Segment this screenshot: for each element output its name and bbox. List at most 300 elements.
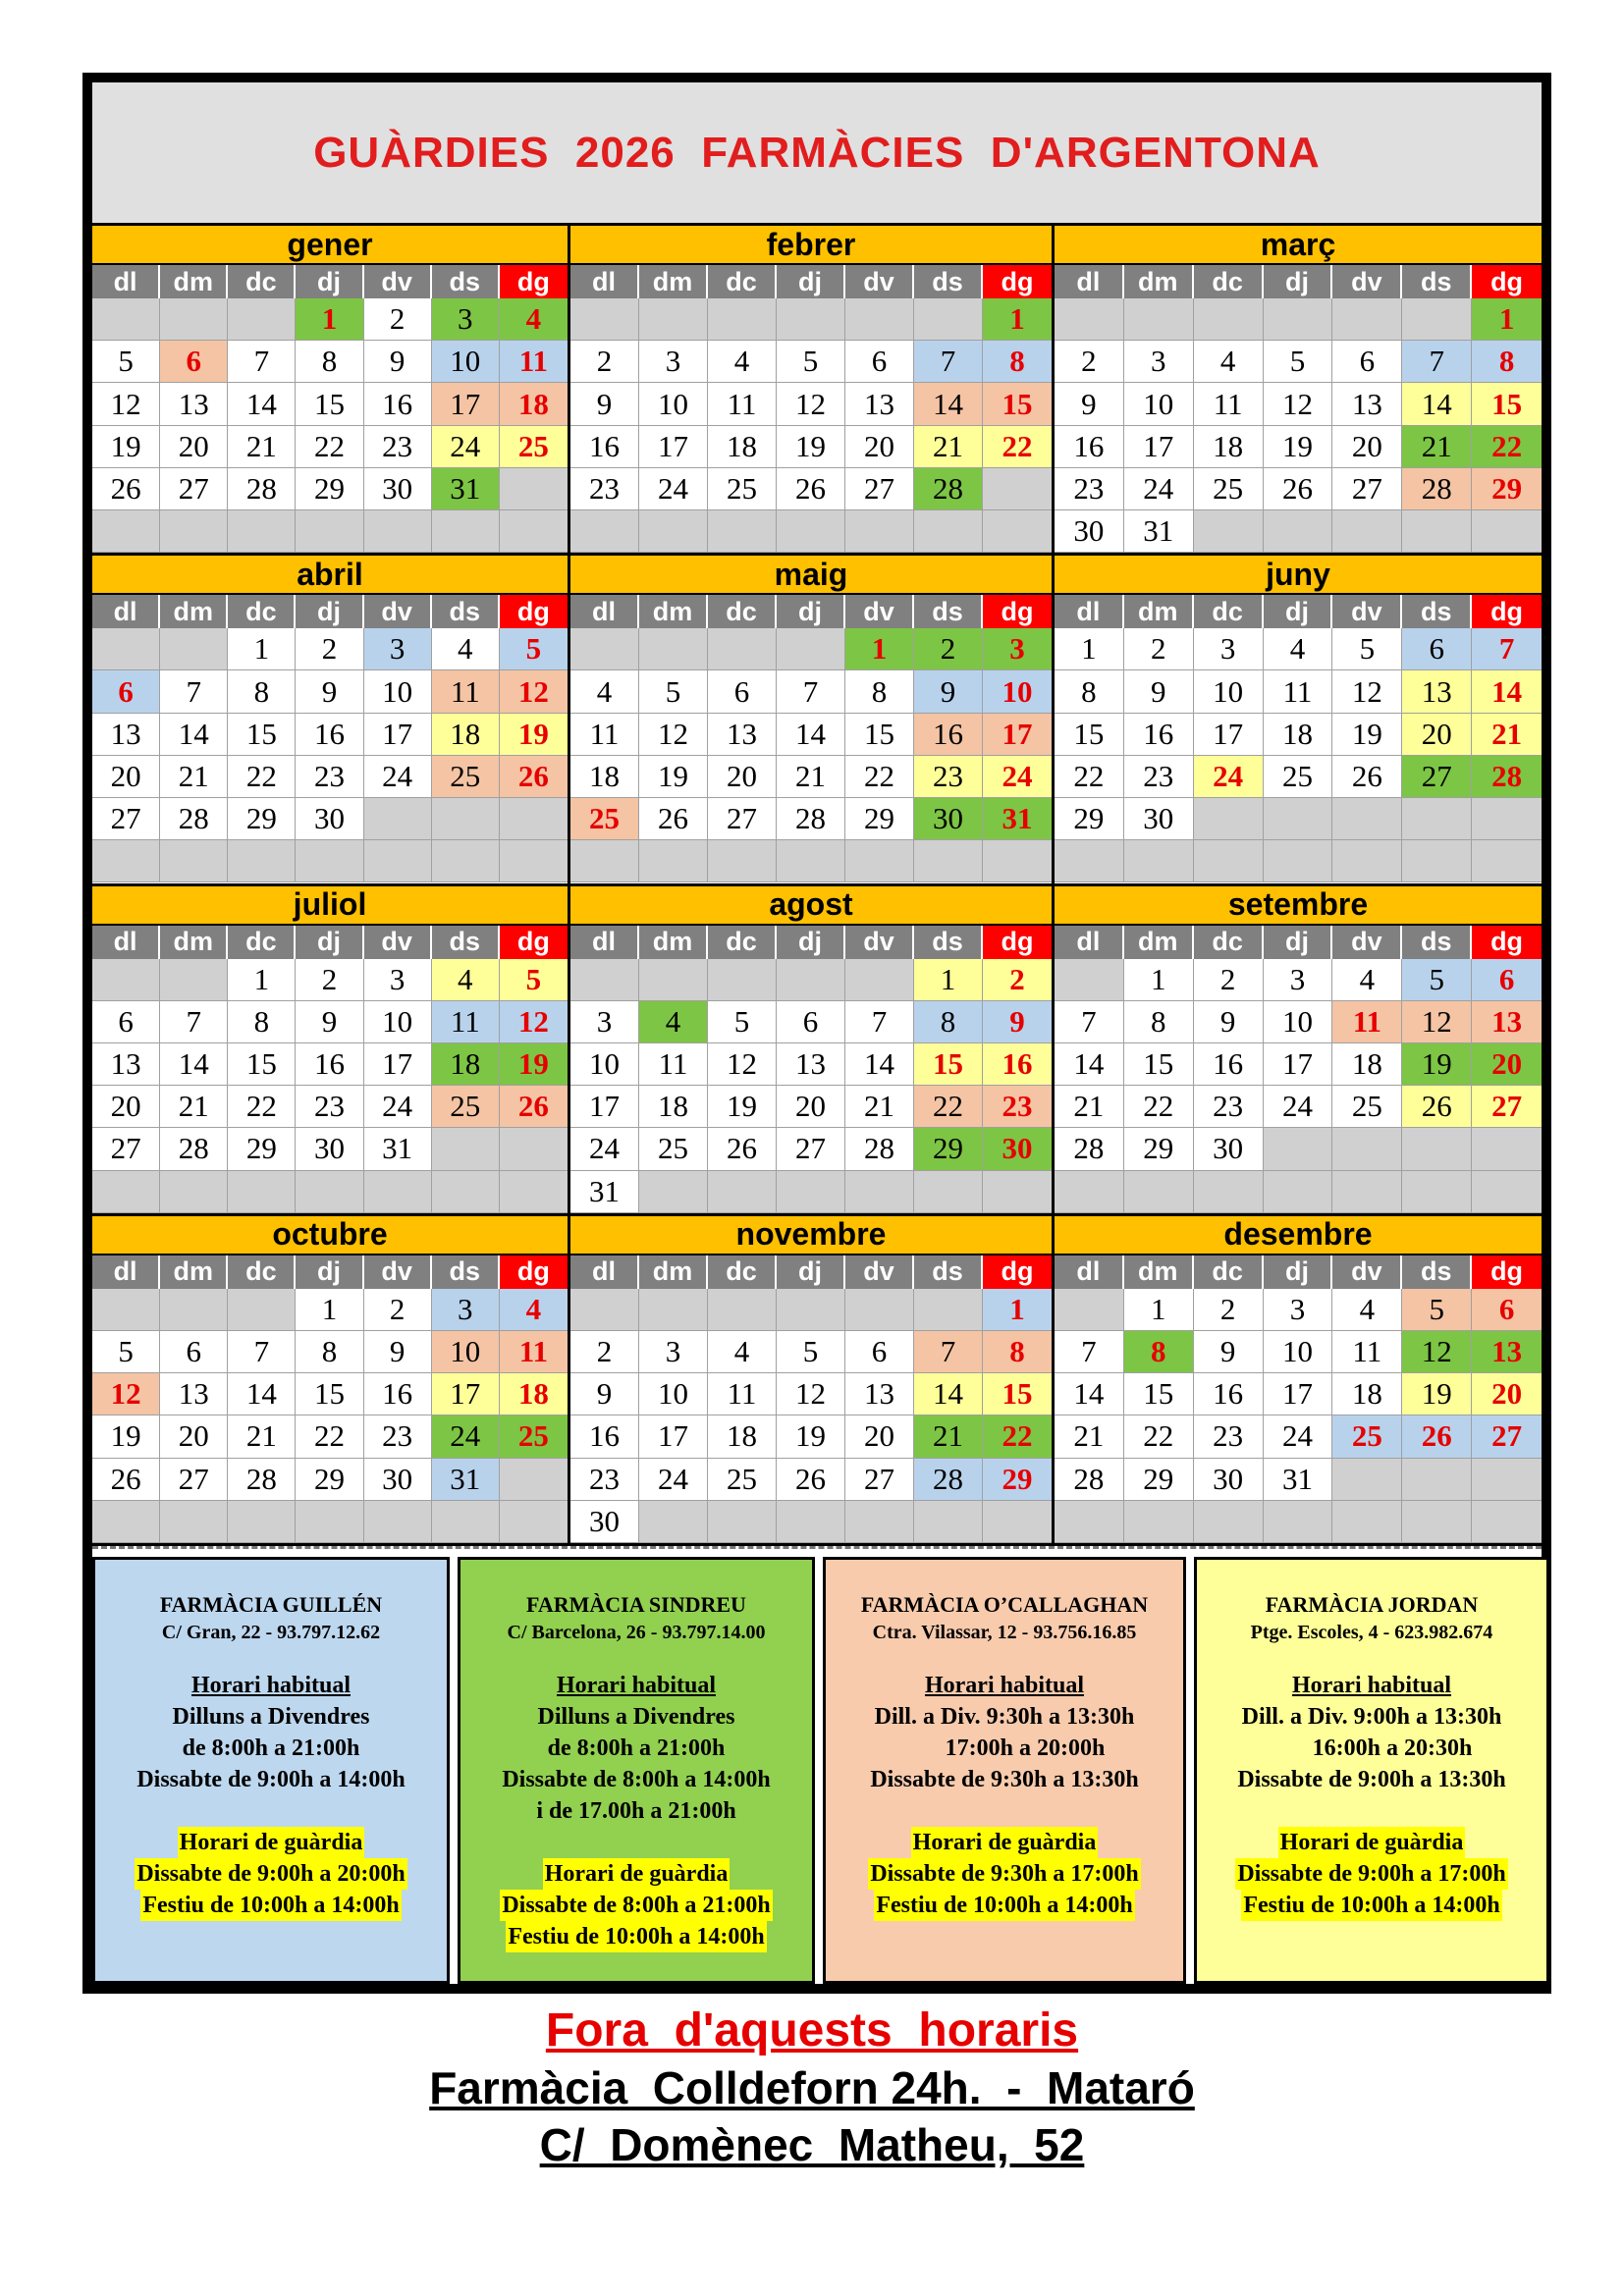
day-cell: 18 <box>639 1086 708 1128</box>
day-cell: 26 <box>639 798 708 840</box>
footer <box>0 2002 1624 2173</box>
empty-cell <box>708 298 777 341</box>
empty-cell <box>708 628 777 670</box>
day-cell: 31 <box>432 1459 500 1501</box>
day-cell: 11 <box>500 341 568 383</box>
day-grid <box>1055 959 1542 1213</box>
day-cell: 12 <box>639 714 708 756</box>
day-cell: 7 <box>1055 1001 1124 1043</box>
day-cell: 6 <box>160 341 228 383</box>
day-grid <box>92 1289 568 1543</box>
empty-cell <box>1055 1501 1124 1543</box>
pharmacy-name: FARMÀCIA GUILLÉN <box>159 1592 383 1617</box>
day-cell: 10 <box>364 670 432 713</box>
empty-cell <box>228 1501 296 1543</box>
day-cell: 3 <box>432 298 500 341</box>
weekday-label: dc <box>228 1255 296 1289</box>
day-cell: 12 <box>1332 670 1402 713</box>
day-cell: 4 <box>500 1289 568 1331</box>
day-cell: 10 <box>1264 1331 1333 1373</box>
month-setembre <box>1055 886 1542 1216</box>
empty-cell <box>708 510 777 553</box>
weekday-label: dj <box>1264 1255 1333 1289</box>
weekday-label: dc <box>228 926 296 959</box>
day-cell: 27 <box>708 798 777 840</box>
day-cell: 22 <box>228 1086 296 1128</box>
day-cell: 13 <box>92 714 160 756</box>
weekday-label: ds <box>432 1255 500 1289</box>
day-cell: 30 <box>1124 798 1194 840</box>
day-cell: 13 <box>160 383 228 425</box>
empty-cell <box>639 840 708 882</box>
day-cell: 6 <box>777 1001 845 1043</box>
day-cell: 3 <box>364 959 432 1001</box>
day-cell: 1 <box>983 1289 1052 1331</box>
weekday-label: dg <box>1472 1255 1542 1289</box>
day-cell: 20 <box>1402 714 1472 756</box>
day-cell: 4 <box>708 341 777 383</box>
weekday-label: dm <box>639 1255 708 1289</box>
empty-cell <box>432 798 500 840</box>
weekday-label: dj <box>777 1255 845 1289</box>
day-cell: 3 <box>1194 628 1264 670</box>
day-cell: 15 <box>983 383 1052 425</box>
day-cell: 9 <box>296 1001 363 1043</box>
weekday-label: dv <box>845 1255 914 1289</box>
weekday-label: dl <box>92 926 160 959</box>
day-cell: 8 <box>1124 1331 1194 1373</box>
day-cell: 1 <box>1124 1289 1194 1331</box>
empty-cell <box>160 959 228 1001</box>
day-cell: 30 <box>914 798 983 840</box>
day-cell: 27 <box>92 798 160 840</box>
day-cell: 9 <box>914 670 983 713</box>
weekday-header <box>92 926 568 959</box>
day-cell: 20 <box>160 1415 228 1458</box>
day-cell: 6 <box>1332 341 1402 383</box>
empty-cell <box>1402 798 1472 840</box>
day-cell: 17 <box>364 714 432 756</box>
day-cell: 16 <box>296 1043 363 1086</box>
weekday-label: dl <box>92 1255 160 1289</box>
day-cell: 18 <box>1332 1373 1402 1415</box>
day-cell: 12 <box>500 1001 568 1043</box>
day-cell: 29 <box>296 1459 363 1501</box>
empty-cell <box>364 1171 432 1213</box>
day-cell: 28 <box>1402 468 1472 510</box>
calendar-frame <box>82 73 1551 1994</box>
day-cell: 30 <box>364 1459 432 1501</box>
weekday-label: ds <box>914 926 983 959</box>
weekday-label: dl <box>570 265 639 298</box>
empty-cell <box>1124 1171 1194 1213</box>
day-cell: 8 <box>296 1331 363 1373</box>
footer-line-3: C/ Domènec Matheu, 52 <box>539 2119 1085 2170</box>
day-cell: 29 <box>1124 1128 1194 1170</box>
weekday-label: dc <box>708 1255 777 1289</box>
day-cell: 12 <box>1402 1331 1472 1373</box>
weekday-label: dv <box>845 595 914 628</box>
empty-cell <box>1472 1171 1542 1213</box>
day-cell: 28 <box>1472 756 1542 798</box>
day-cell: 18 <box>500 1373 568 1415</box>
day-cell: 15 <box>296 1373 363 1415</box>
day-cell: 16 <box>1194 1043 1264 1086</box>
day-cell: 18 <box>432 714 500 756</box>
empty-cell <box>1055 1289 1124 1331</box>
empty-cell <box>92 1501 160 1543</box>
empty-cell <box>570 510 639 553</box>
day-cell: 31 <box>1124 510 1194 553</box>
day-cell: 1 <box>1055 628 1124 670</box>
habitual-line: Dissabte de 9:00h a 14:00h <box>136 1767 406 1792</box>
empty-cell <box>1472 1501 1542 1543</box>
day-cell: 15 <box>845 714 914 756</box>
empty-cell <box>1055 298 1124 341</box>
day-cell: 26 <box>92 1459 160 1501</box>
day-cell: 13 <box>1402 670 1472 713</box>
day-cell: 3 <box>364 628 432 670</box>
day-cell: 5 <box>500 628 568 670</box>
day-cell: 7 <box>160 1001 228 1043</box>
page-title: GUÀRDIES 2026 FARMÀCIES D'ARGENTONA <box>313 128 1321 177</box>
pharmacy-address: Ptge. Escoles, 4 - 623.982.674 <box>1250 1622 1493 1643</box>
day-cell: 16 <box>364 1373 432 1415</box>
month-novembre <box>570 1216 1052 1546</box>
empty-cell <box>432 1171 500 1213</box>
empty-cell <box>1194 1171 1264 1213</box>
guardia-line: Festiu de 10:00h a 14:00h <box>1241 1890 1501 1921</box>
day-cell: 8 <box>1124 1001 1194 1043</box>
day-cell: 22 <box>845 756 914 798</box>
empty-cell <box>1264 798 1333 840</box>
day-cell: 25 <box>570 798 639 840</box>
empty-cell <box>92 840 160 882</box>
day-cell: 9 <box>983 1001 1052 1043</box>
weekday-label: dl <box>92 265 160 298</box>
empty-cell <box>983 510 1052 553</box>
day-cell: 16 <box>983 1043 1052 1086</box>
empty-cell <box>708 1289 777 1331</box>
day-grid <box>570 298 1052 553</box>
day-cell: 29 <box>983 1459 1052 1501</box>
day-cell: 1 <box>228 959 296 1001</box>
month-abril <box>92 556 568 885</box>
weekday-label: dg <box>1472 926 1542 959</box>
habitual-title: Horari habitual <box>1291 1673 1451 1698</box>
day-cell: 25 <box>708 1459 777 1501</box>
weekday-label: dl <box>570 595 639 628</box>
day-cell: 16 <box>570 426 639 468</box>
day-cell: 1 <box>1472 298 1542 341</box>
empty-cell <box>1332 1459 1402 1501</box>
empty-cell <box>708 959 777 1001</box>
month-name: desembre <box>1055 1216 1542 1255</box>
day-cell: 5 <box>1402 1289 1472 1331</box>
day-cell: 28 <box>1055 1128 1124 1170</box>
day-cell: 24 <box>364 1086 432 1128</box>
empty-cell <box>1332 840 1402 882</box>
month-name: març <box>1055 226 1542 265</box>
footer-line-1: Fora d'aquests horaris <box>545 2004 1079 2056</box>
day-cell: 21 <box>1402 426 1472 468</box>
day-grid <box>92 959 568 1213</box>
day-cell: 3 <box>983 628 1052 670</box>
day-cell: 18 <box>570 756 639 798</box>
weekday-label: dc <box>1194 1255 1264 1289</box>
day-cell: 1 <box>914 959 983 1001</box>
day-cell: 7 <box>914 341 983 383</box>
day-cell: 10 <box>1124 383 1194 425</box>
day-grid <box>570 1289 1052 1543</box>
weekday-label: dv <box>364 926 432 959</box>
day-cell: 9 <box>364 1331 432 1373</box>
guardia-block <box>460 1858 812 1952</box>
day-cell: 12 <box>500 670 568 713</box>
day-cell: 14 <box>777 714 845 756</box>
day-cell: 10 <box>432 341 500 383</box>
weekday-label: dc <box>228 265 296 298</box>
weekday-header <box>92 595 568 628</box>
day-cell: 27 <box>845 1459 914 1501</box>
day-cell: 13 <box>92 1043 160 1086</box>
day-cell: 26 <box>1264 468 1333 510</box>
day-cell: 2 <box>296 628 363 670</box>
day-cell: 26 <box>92 468 160 510</box>
month-desembre <box>1055 1216 1542 1546</box>
weekday-label: ds <box>1402 265 1472 298</box>
day-cell: 26 <box>1402 1415 1472 1458</box>
empty-cell <box>160 840 228 882</box>
empty-cell <box>500 840 568 882</box>
day-cell: 9 <box>296 670 363 713</box>
day-cell: 28 <box>160 1128 228 1170</box>
day-cell: 2 <box>570 341 639 383</box>
day-cell: 11 <box>432 670 500 713</box>
column-divider <box>1052 226 1055 1546</box>
weekday-header <box>570 265 1052 298</box>
day-cell: 27 <box>845 468 914 510</box>
day-cell: 18 <box>500 383 568 425</box>
day-cell: 20 <box>1472 1373 1542 1415</box>
day-cell: 5 <box>1402 959 1472 1001</box>
month-name: novembre <box>570 1216 1052 1255</box>
day-cell: 14 <box>228 1373 296 1415</box>
day-cell: 22 <box>228 756 296 798</box>
empty-cell <box>1472 1459 1542 1501</box>
calendar-inner <box>92 82 1542 1984</box>
empty-cell <box>92 628 160 670</box>
weekday-label: dm <box>1124 265 1194 298</box>
habitual-line: Dilluns a Divendres <box>537 1704 735 1730</box>
day-cell: 8 <box>228 1001 296 1043</box>
day-cell: 24 <box>364 756 432 798</box>
weekday-label: dm <box>1124 595 1194 628</box>
weekday-label: dc <box>708 595 777 628</box>
day-grid <box>92 628 568 882</box>
day-cell: 8 <box>296 341 363 383</box>
day-cell: 22 <box>296 426 363 468</box>
empty-cell <box>845 840 914 882</box>
month-name: febrer <box>570 226 1052 265</box>
day-cell: 13 <box>1472 1331 1542 1373</box>
month-maig <box>570 556 1052 885</box>
day-cell: 13 <box>845 383 914 425</box>
day-cell: 15 <box>296 383 363 425</box>
habitual-title: Horari habitual <box>556 1673 716 1698</box>
weekday-header <box>92 265 568 298</box>
weekday-label: dj <box>1264 265 1333 298</box>
empty-cell <box>1402 510 1472 553</box>
day-cell: 23 <box>1124 756 1194 798</box>
day-cell: 19 <box>777 1415 845 1458</box>
day-cell: 13 <box>1472 1001 1542 1043</box>
day-cell: 15 <box>914 1043 983 1086</box>
day-cell: 14 <box>845 1043 914 1086</box>
day-cell: 25 <box>1194 468 1264 510</box>
empty-cell <box>1402 1459 1472 1501</box>
day-cell: 21 <box>1055 1086 1124 1128</box>
day-cell: 3 <box>639 341 708 383</box>
habitual-line: de 8:00h a 21:00h <box>182 1735 360 1761</box>
weekday-label: dg <box>500 265 568 298</box>
day-cell: 6 <box>845 1331 914 1373</box>
weekday-header <box>1055 926 1542 959</box>
pharmacy-card <box>823 1557 1186 1984</box>
guardia-title: Horari de guàrdia <box>1278 1827 1466 1858</box>
day-cell: 7 <box>845 1001 914 1043</box>
pharmacy-name: FARMÀCIA SINDREU <box>526 1592 746 1617</box>
day-cell: 26 <box>500 1086 568 1128</box>
day-cell: 26 <box>1402 1086 1472 1128</box>
empty-cell <box>1264 840 1333 882</box>
day-cell: 10 <box>1194 670 1264 713</box>
day-cell: 8 <box>914 1001 983 1043</box>
empty-cell <box>364 1501 432 1543</box>
habitual-title: Horari habitual <box>190 1673 351 1698</box>
day-cell: 5 <box>639 670 708 713</box>
weekday-label: dv <box>845 265 914 298</box>
empty-cell <box>914 1171 983 1213</box>
day-cell: 11 <box>500 1331 568 1373</box>
day-cell: 21 <box>1055 1415 1124 1458</box>
day-cell: 19 <box>1402 1373 1472 1415</box>
day-cell: 20 <box>1332 426 1402 468</box>
weekday-label: ds <box>432 926 500 959</box>
day-cell: 13 <box>1332 383 1402 425</box>
day-cell: 15 <box>1055 714 1124 756</box>
day-cell: 17 <box>1194 714 1264 756</box>
day-cell: 23 <box>914 756 983 798</box>
weekday-label: dl <box>1055 926 1124 959</box>
day-cell: 7 <box>228 1331 296 1373</box>
day-cell: 26 <box>500 756 568 798</box>
day-cell: 11 <box>570 714 639 756</box>
weekday-header <box>1055 1255 1542 1289</box>
pharmacy-card <box>92 1557 450 1984</box>
weekday-label: dg <box>1472 595 1542 628</box>
day-cell: 29 <box>1124 1459 1194 1501</box>
day-cell: 15 <box>228 714 296 756</box>
day-cell: 18 <box>1194 426 1264 468</box>
empty-cell <box>1124 840 1194 882</box>
day-cell: 28 <box>1055 1459 1124 1501</box>
day-cell: 4 <box>432 959 500 1001</box>
pharmacy-address: C/ Barcelona, 26 - 93.797.14.00 <box>507 1622 766 1643</box>
day-cell: 26 <box>1332 756 1402 798</box>
day-cell: 27 <box>92 1128 160 1170</box>
day-cell: 29 <box>296 468 363 510</box>
empty-cell <box>228 840 296 882</box>
day-cell: 8 <box>228 670 296 713</box>
day-cell: 28 <box>228 468 296 510</box>
day-cell: 3 <box>570 1001 639 1043</box>
empty-cell <box>160 628 228 670</box>
empty-cell <box>432 510 500 553</box>
day-cell: 11 <box>708 383 777 425</box>
day-cell: 19 <box>708 1086 777 1128</box>
day-cell: 2 <box>570 1331 639 1373</box>
day-cell: 17 <box>1124 426 1194 468</box>
day-cell: 14 <box>1055 1373 1124 1415</box>
empty-cell <box>92 1171 160 1213</box>
empty-cell <box>1124 298 1194 341</box>
day-cell: 29 <box>914 1128 983 1170</box>
day-cell: 30 <box>364 468 432 510</box>
pharmacy-name: FARMÀCIA O’CALLAGHAN <box>860 1592 1149 1617</box>
weekday-label: dc <box>708 926 777 959</box>
weekday-label: dg <box>983 595 1052 628</box>
day-cell: 14 <box>228 383 296 425</box>
day-cell: 11 <box>432 1001 500 1043</box>
day-cell: 2 <box>983 959 1052 1001</box>
day-cell: 21 <box>845 1086 914 1128</box>
day-cell: 12 <box>777 1373 845 1415</box>
day-cell: 30 <box>296 1128 363 1170</box>
empty-cell <box>160 298 228 341</box>
weekday-label: dv <box>364 1255 432 1289</box>
guardia-line: Dissabte de 9:00h a 20:00h <box>135 1858 406 1890</box>
month-grid <box>92 226 1542 1546</box>
empty-cell <box>639 959 708 1001</box>
pharmacy-panels <box>92 1546 1542 1984</box>
day-cell: 26 <box>777 468 845 510</box>
day-cell: 25 <box>639 1128 708 1170</box>
day-cell: 17 <box>432 383 500 425</box>
weekday-label: dm <box>160 1255 228 1289</box>
guardia-line: Festiu de 10:00h a 14:00h <box>874 1890 1134 1921</box>
day-cell: 28 <box>914 1459 983 1501</box>
month-agost <box>570 886 1052 1216</box>
day-cell: 16 <box>1055 426 1124 468</box>
day-cell: 23 <box>570 468 639 510</box>
weekday-label: dc <box>1194 265 1264 298</box>
guardia-line: Dissabte de 8:00h a 21:00h <box>500 1890 772 1921</box>
day-cell: 21 <box>914 426 983 468</box>
day-cell: 4 <box>1332 1289 1402 1331</box>
guardia-line: Dissabte de 9:30h a 17:00h <box>868 1858 1140 1890</box>
day-cell: 29 <box>228 1128 296 1170</box>
month-name: gener <box>92 226 568 265</box>
weekday-label: dm <box>1124 926 1194 959</box>
day-cell: 5 <box>708 1001 777 1043</box>
empty-cell <box>1194 510 1264 553</box>
empty-cell <box>1055 1171 1124 1213</box>
empty-cell <box>570 298 639 341</box>
day-cell: 4 <box>432 628 500 670</box>
month-juliol <box>92 886 568 1216</box>
day-cell: 24 <box>1264 1086 1333 1128</box>
